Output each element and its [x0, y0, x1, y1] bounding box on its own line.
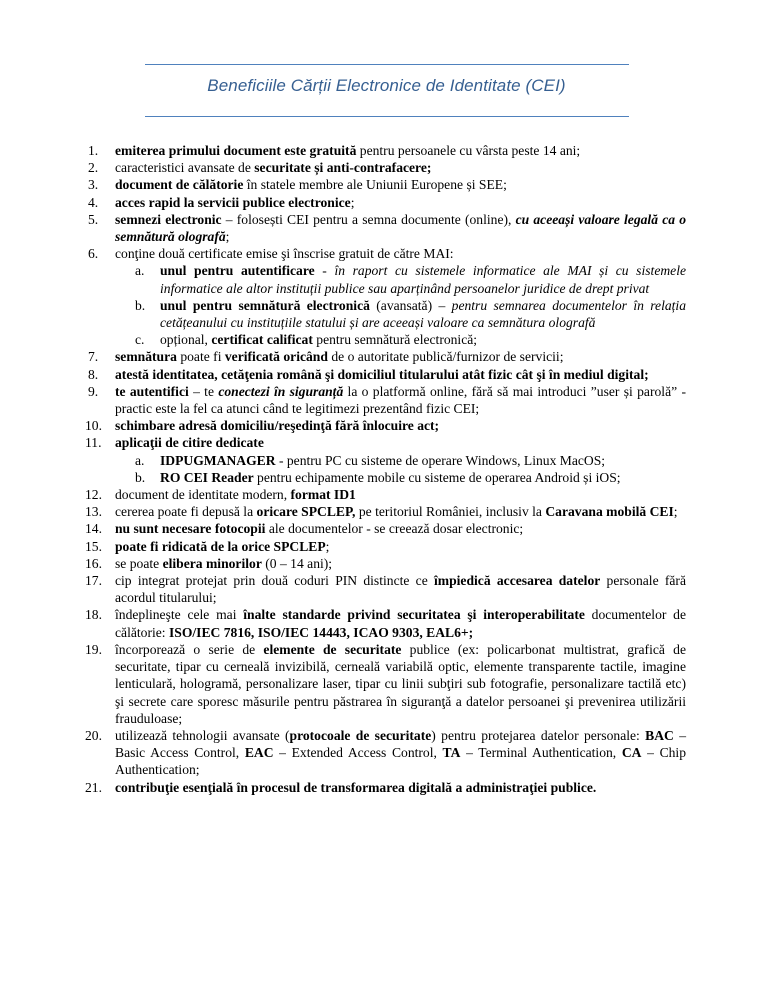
- text-run: atestă identitatea, cetăţenia română şi domiciliul titularului atât fizic cât şi în mediul digital;: [115, 366, 649, 382]
- text-run: certificat calificat: [211, 332, 313, 348]
- text-run: cererea poate fi depusă la: [115, 504, 257, 520]
- sub-list-item: [88, 262, 686, 296]
- list-item: [88, 211, 686, 245]
- list-item-number: 5.: [88, 211, 99, 227]
- list-item-text: [115, 728, 686, 777]
- list-item-number: 8.: [88, 366, 99, 382]
- list-item-number: 12.: [85, 487, 102, 503]
- text-run: ) pentru protejarea datelor personale:: [431, 727, 646, 743]
- text-run: semnătura: [115, 349, 177, 365]
- text-run: – Terminal Authentication,: [460, 745, 622, 761]
- text-run: pe teritoriul României, inclusiv la: [355, 504, 546, 520]
- list-item: [85, 520, 686, 537]
- list-item-text: [115, 521, 523, 536]
- list-item-text: [115, 607, 686, 639]
- text-run: se poate: [115, 555, 163, 571]
- list-item-number: 15.: [85, 538, 102, 554]
- list-item-text: [115, 195, 354, 210]
- text-run: – te: [188, 383, 219, 399]
- text-run: pentru persoanele cu vârsta peste 14 ani;: [356, 143, 581, 158]
- list-item-text: [115, 246, 454, 261]
- text-run: ;: [225, 229, 230, 245]
- text-run: emiterea primului document este gratuită: [115, 143, 357, 158]
- list-item-text: [115, 487, 356, 502]
- text-run: unul pentru autentificare: [160, 263, 315, 279]
- text-run: acces rapid la servicii publice electronice: [115, 194, 351, 210]
- sub-list-item-text: [160, 298, 686, 330]
- list-item: [88, 348, 686, 365]
- text-run: IDPUGMANAGER: [160, 452, 276, 468]
- list-item-number: 20.: [85, 727, 102, 743]
- sub-list-item: [88, 331, 686, 348]
- benefits-list: [85, 142, 687, 796]
- list-item-number: 1.: [88, 143, 99, 158]
- text-run: TA: [442, 745, 461, 761]
- document-title: Beneficiile Cărții Electronice de Identitate (CEI): [207, 76, 566, 95]
- text-run: ;: [325, 538, 330, 554]
- text-run: CA: [621, 745, 642, 761]
- list-item-text: [115, 143, 580, 158]
- list-item-text: [115, 780, 596, 795]
- list-item-number: 21.: [85, 779, 102, 795]
- text-run: te autentifici: [115, 383, 189, 399]
- text-run: nu sunt necesare fotocopii: [115, 521, 266, 537]
- text-run: conţine două certificate emise şi înscrise gratuit de către MAI:: [115, 246, 454, 262]
- text-run: – Extended Access Control,: [273, 745, 443, 761]
- text-run: Caravana mobilă CEI: [545, 504, 674, 520]
- text-run: pentru echipamente mobile cu sisteme de operarea Android și iOS;: [253, 469, 621, 485]
- text-run: cip integrat protejat prin două coduri PIN distincte ce: [115, 573, 434, 589]
- list-item-number: 3.: [88, 177, 99, 193]
- list-item: [88, 194, 686, 211]
- sub-list-item-letter: b.: [135, 469, 146, 485]
- list-item-number: 11.: [85, 435, 102, 451]
- header-rule-bottom: [145, 116, 629, 117]
- list-item: [85, 434, 686, 451]
- text-run: BAC: [645, 727, 674, 743]
- text-run: împiedică accesarea datelor: [434, 573, 601, 589]
- list-item-text: [115, 539, 329, 554]
- list-item: [85, 606, 686, 640]
- text-run: verificată oricând: [224, 349, 328, 365]
- list-item-number: 4.: [88, 194, 99, 210]
- text-run: document de identitate modern,: [115, 487, 291, 503]
- list-item-text: [115, 504, 678, 519]
- text-run: conectezi în siguranță: [218, 383, 344, 399]
- list-item-number: 17.: [85, 573, 102, 589]
- list-item: [88, 142, 686, 159]
- sub-list-item: [88, 469, 686, 486]
- text-run: elemente de securitate: [263, 641, 402, 657]
- list-item: [88, 245, 686, 262]
- list-item-text: [115, 556, 332, 571]
- text-run: securitate și anti-contrafacere;: [254, 160, 432, 176]
- list-item-number: 10.: [85, 418, 102, 434]
- text-run: – Chip Authentication;: [115, 745, 686, 778]
- sub-list-item-text: [160, 470, 621, 485]
- list-item-text: [115, 212, 686, 244]
- list-item: [85, 555, 686, 572]
- text-run: poate fi: [176, 349, 225, 365]
- list-item-number: 2.: [88, 160, 99, 176]
- sub-list-item-letter: b.: [135, 297, 146, 313]
- text-run: document de călătorie: [115, 177, 244, 193]
- list-item-text: [115, 367, 649, 382]
- text-run: la o platformă online, fără să mai introduci ”user și parolă” - practic este la fel ca atunci când te legitimezi prezentând fizic CEI;: [115, 383, 686, 417]
- sub-list-item-letter: a.: [135, 263, 145, 279]
- text-run: aplicaţii de citire dedicate: [115, 435, 264, 451]
- list-item-text: [115, 418, 439, 433]
- text-run: (avansată) –: [369, 297, 452, 313]
- list-item-text: [115, 349, 563, 364]
- text-run: schimbare adresă domiciliu/reşedinţă fără înlocuire act;: [115, 418, 440, 434]
- list-item: [85, 727, 686, 779]
- list-item: [85, 572, 686, 606]
- text-run: pentru semnarea documentelor în relația cetățeanului cu instituțiile statului și are aceeași valoare ca semnătura olografă: [160, 297, 686, 331]
- text-run: ale documentelor - se creează dosar electronic;: [265, 521, 524, 537]
- text-run: în statele membre ale Uniunii Europene și SEE;: [243, 177, 507, 193]
- list-item: [88, 366, 686, 383]
- text-run: elibera minorilor: [162, 555, 262, 571]
- text-run: de o autoritate publică/furnizor de servicii;: [327, 349, 564, 365]
- text-run: încorporează o serie de: [115, 641, 264, 657]
- sub-list-item: [88, 297, 686, 331]
- header-rule-top: [145, 64, 629, 65]
- text-run: îndeplineşte cele mai: [115, 607, 244, 623]
- text-run: semnezi electronic: [115, 211, 222, 227]
- text-run: format ID1: [290, 487, 356, 503]
- text-run: unul pentru semnătură electronică: [160, 297, 370, 313]
- text-run: – folosești CEI pentru a semna documente (online),: [221, 211, 516, 227]
- text-run: -: [314, 263, 335, 279]
- sub-list-item-letter: c.: [135, 332, 145, 348]
- text-run: în raport cu sistemele informatice ale MAI și cu sistemele informatice ale altor instituții publice sau aparținând persoanelor juridice de drept privat: [160, 263, 687, 296]
- list-item-number: 9.: [88, 383, 99, 399]
- list-item-number: 13.: [85, 504, 102, 520]
- text-run: poate fi ridicată de la orice SPCLEP: [115, 538, 326, 554]
- sub-list-item-letter: a.: [135, 452, 145, 468]
- text-run: caracteristici avansate de: [115, 160, 255, 176]
- sub-list-item-text: [160, 332, 477, 347]
- text-run: – Basic Access Control,: [115, 727, 686, 761]
- text-run: pentru semnătură electronică;: [312, 332, 478, 348]
- list-item: [88, 383, 686, 417]
- text-run: protocoale de securitate: [289, 727, 432, 743]
- text-run: cu aceeași valoare legală ca o semnătură olografă: [115, 211, 687, 245]
- text-run: utilizează tehnologii avansate (: [115, 727, 290, 743]
- text-run: (0 – 14 ani);: [261, 555, 333, 571]
- list-item-number: 18.: [85, 607, 102, 623]
- text-run: RO CEI Reader: [160, 469, 254, 485]
- text-run: înalte standarde privind securitatea şi interoperabilitate: [243, 607, 585, 623]
- list-item: [85, 538, 686, 555]
- list-item: [85, 503, 686, 520]
- text-run: contribuţie esenţială în procesul de transformarea digitală a administraţiei publice.: [115, 779, 597, 795]
- text-run: EAC: [244, 745, 274, 761]
- list-item-number: 7.: [88, 349, 99, 365]
- list-item-text: [115, 435, 264, 450]
- list-item-number: 19.: [85, 641, 102, 657]
- sub-list-item: [88, 452, 686, 469]
- list-item-number: 6.: [88, 246, 99, 262]
- list-item-text: [115, 573, 686, 605]
- list-item: [85, 641, 686, 727]
- text-run: personale fără acordul titularului;: [115, 573, 686, 606]
- text-run: publice (ex: policarbonat multistrat, grafică de securitate, tipar cu cerneală invizibilă, cerneală variabilă optic, elemente transparente tactile, imagine lenticulară, hologramă, personalizare laser, tipar cu linii subţiri sub fotografie, personalizare tactilă etc) şi secrete care sporesc măsurile pentru păstrarea în siguranţă a datelor persoanei şi prevenirea utilizării frauduloase;: [115, 641, 686, 726]
- text-run: ;: [350, 194, 355, 210]
- text-run: opțional,: [160, 332, 212, 348]
- list-item: [85, 417, 686, 434]
- list-item-text: [115, 177, 507, 192]
- list-item-text: [115, 384, 686, 416]
- list-item: [85, 779, 686, 796]
- text-run: oricare SPCLEP,: [256, 504, 356, 520]
- text-run: - pentru PC cu sisteme de operare Windows, Linux MacOS;: [275, 452, 606, 468]
- list-item: [88, 159, 686, 176]
- list-item-text: [115, 160, 431, 175]
- list-item-number: 14.: [85, 521, 102, 537]
- text-run: ;: [673, 504, 678, 520]
- sub-list-item-text: [160, 263, 686, 295]
- list-item: [88, 176, 686, 193]
- list-item-number: 16.: [85, 555, 102, 571]
- sub-list-item-text: [160, 453, 605, 468]
- text-run: ISO/IEC 7816, ISO/IEC 14443, ICAO 9303, EAL6+;: [168, 624, 474, 640]
- list-item: [85, 486, 686, 503]
- list-item-text: [115, 642, 686, 726]
- text-run: documentelor de călătorie:: [115, 607, 686, 640]
